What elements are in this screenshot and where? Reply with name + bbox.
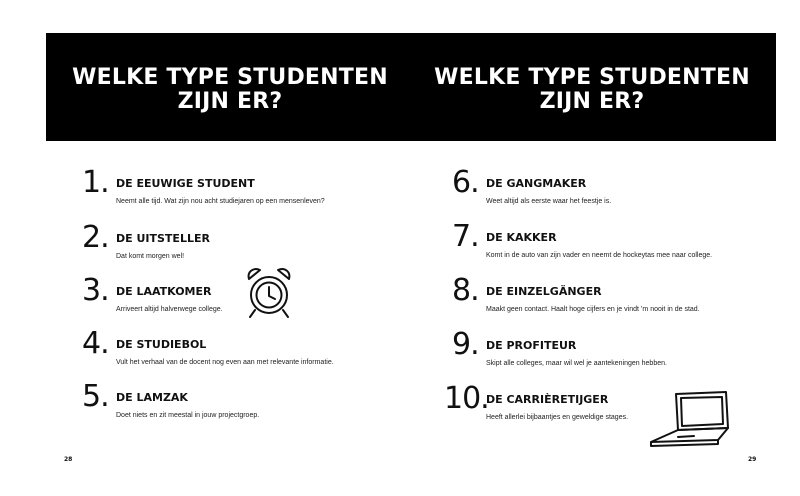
item-number: 8. <box>452 273 479 308</box>
item-number: 9. <box>452 327 479 362</box>
item-heading: DE EEUWIGE STUDENT <box>116 177 255 190</box>
item-number: 4. <box>82 326 109 361</box>
item-description: Maakt geen contact. Haalt hoge cijfers en je vindt ’m nooit in de stad. <box>486 306 700 313</box>
item-description: Vult het verhaal van de docent nog even aan met relevante informatie. <box>116 359 334 366</box>
page-number-left: 28 <box>64 456 73 463</box>
item-description: Komt in de auto van zijn vader en neemt de hockeytas mee naar college. <box>486 252 713 259</box>
item-description: Skipt alle colleges, maar wil wel je aantekeningen hebben. <box>486 360 667 367</box>
item-heading: DE STUDIEBOL <box>116 338 207 351</box>
item-number: 5. <box>82 379 109 414</box>
right-title-line2: ZIJN ER? <box>539 89 645 114</box>
item-description: Arriveert altijd halverwege college. <box>116 306 223 313</box>
item-number: 6. <box>452 165 479 200</box>
item-heading: DE LAATKOMER <box>116 285 212 298</box>
item-heading: DE LAMZAK <box>116 391 188 404</box>
right-title-line1: WELKE TYPE STUDENTEN <box>434 65 750 90</box>
item-heading: DE CARRIÈRETIJGER <box>486 393 609 406</box>
item-heading: DE KAKKER <box>486 231 557 244</box>
item-number: 1. <box>82 165 109 200</box>
left-title-line2: ZIJN ER? <box>177 89 283 114</box>
item-heading: DE UITSTELLER <box>116 232 210 245</box>
laptop-icon <box>648 390 730 450</box>
item-heading: DE EINZELGÄNGER <box>486 285 602 298</box>
item-number: 7. <box>452 219 479 254</box>
left-page-title <box>70 66 390 114</box>
item-heading: DE GANGMAKER <box>486 177 587 190</box>
left-title-line1: WELKE TYPE STUDENTEN <box>72 65 388 90</box>
item-number: 3. <box>82 273 109 308</box>
item-description: Doet niets en zit meestal in jouw projectgroep. <box>116 412 260 419</box>
item-description: Neemt alle tijd. Wat zijn nou acht studiejaren op een mensenleven? <box>116 198 325 205</box>
item-number: 10. <box>444 381 489 416</box>
alarm-clock-icon <box>243 266 295 320</box>
item-description: Dat komt morgen wel! <box>116 253 185 260</box>
item-heading: DE PROFITEUR <box>486 339 577 352</box>
item-number: 2. <box>82 220 109 255</box>
item-description: Weet altijd als eerste waar het feestje is. <box>486 198 612 205</box>
page-number-right: 29 <box>748 456 757 463</box>
right-page-title <box>432 66 752 114</box>
item-description: Heeft allerlei bijbaantjes en geweldige stages. <box>486 414 629 421</box>
